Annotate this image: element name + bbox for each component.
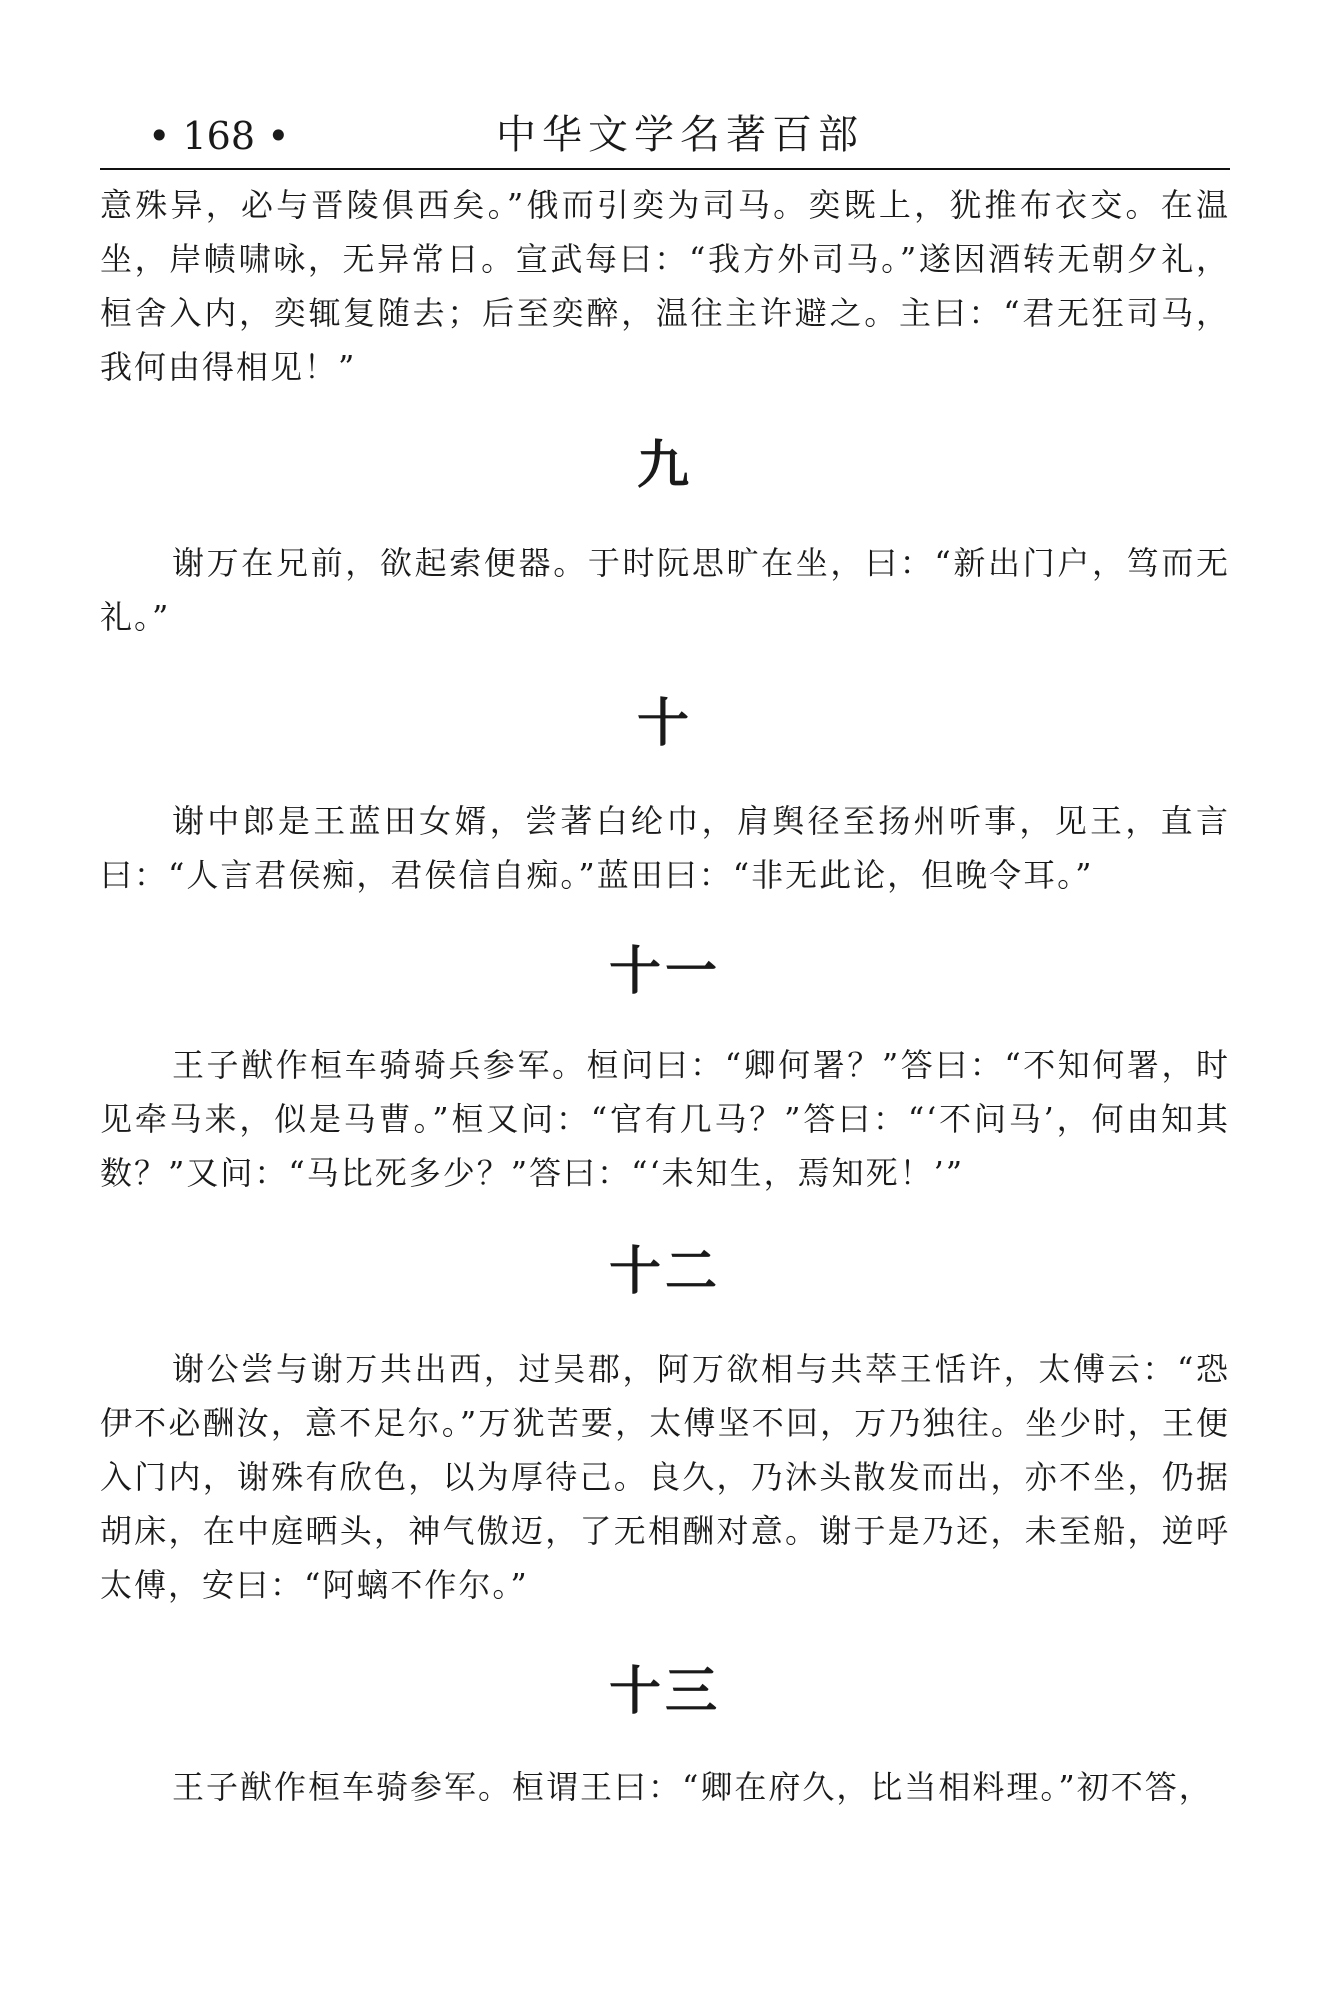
section-heading-10: 十 [636,694,693,754]
page-number: • 168 • [148,114,290,158]
page-header [100,0,1230,172]
book-title: 中华文学名著百部 [496,112,864,158]
section-heading-13: 十三 [608,1662,721,1722]
header-divider [100,168,1230,170]
continuation-paragraph: 意殊异，必与晋陵俱西矣。”俄而引奕为司马。奕既上，犹推布衣交。在温坐，岸帻啸咏，无异常日。宣武每曰：“我方外司马。”遂因酒转无朝夕礼，桓舍入内，奕辄复随去；后至奕醉，温往主许避之。主曰：“君无狂司马，我何由得相见！” [100,186,1230,386]
book-page [100,0,1230,1814]
section-paragraph-13: 王子猷作桓车骑参军。桓谓王曰：“卿在府久，比当相料理。”初不答， [172,1768,1213,1806]
section-paragraph-10: 谢中郎是王蓝田女婿，尝著白纶巾，肩舆径至扬州听事，见王，直言曰：“人言君侯痴，君侯信自痴。”蓝田曰：“非无此论，但晚令耳。” [100,802,1230,894]
section-heading-12: 十二 [608,1242,721,1302]
section-paragraph-9: 谢万在兄前，欲起索便器。于时阮思旷在坐，曰：“新出门户，笃而无礼。” [100,544,1230,636]
section-heading-11: 十一 [608,942,721,1002]
section-paragraph-11: 王子猷作桓车骑骑兵参军。桓问曰：“卿何署？”答曰：“不知何署，时见牵马来，似是马曹。”桓又问：“官有几马？”答曰：“‘不问马’，何由知其数？”又问：“马比死多少？”答曰：“‘未知生，焉知死！’” [100,1046,1230,1192]
section-paragraph-12: 谢公尝与谢万共出西，过吴郡，阿万欲相与共萃王恬许，太傅云：“恐伊不必酬汝，意不足尔。”万犹苦要，太傅坚不回，万乃独往。坐少时，王便入门内，谢殊有欣色，以为厚待己。良久，乃沐头散发而出，亦不坐，仍据胡床，在中庭晒头，神气傲迈，了无相酬对意。谢于是乃还，未至船，逆呼太傅，安曰：“阿螭不作尔。” [100,1350,1230,1604]
section-heading-9: 九 [636,436,693,496]
